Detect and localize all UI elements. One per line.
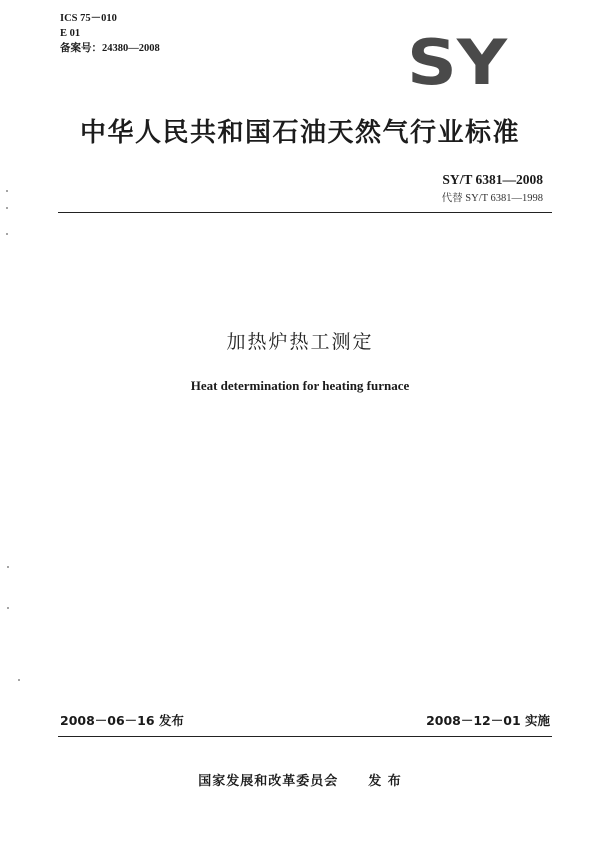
sy-logo [405, 34, 509, 90]
scan-speck [6, 207, 8, 209]
publish-date: 2008－06－16 发布 [60, 713, 184, 728]
issuer-action: 发 布 [368, 774, 402, 789]
record-number: 备案号：24380—2008 [60, 43, 160, 54]
implementation-date: 2008－12－01 实施 [426, 713, 550, 728]
scan-speck [6, 190, 8, 192]
top-divider [58, 212, 552, 213]
standard-number: SY/T 6381—2008 [442, 172, 543, 187]
issuer-name: 国家发展和改革委员会 [198, 774, 339, 789]
classification-code: E 01 [60, 28, 81, 39]
ics-code: ICS 75－010 [60, 13, 117, 24]
scan-speck [6, 233, 8, 235]
scan-speck [7, 607, 9, 609]
replaces-standard: 代替 SY/T 6381—1998 [441, 193, 543, 204]
document-title-en: Heat determination for heating furnace [190, 378, 410, 393]
document-title-cn: 加热炉热工测定 [226, 331, 374, 353]
scan-speck [18, 679, 20, 681]
scan-speck [7, 566, 9, 568]
organization-standard-title: 中华人民共和国石油天然气行业标准 [79, 118, 520, 148]
bottom-divider [58, 736, 552, 737]
issuing-authority [0, 770, 600, 789]
sy-logo-text: SY [407, 34, 509, 90]
